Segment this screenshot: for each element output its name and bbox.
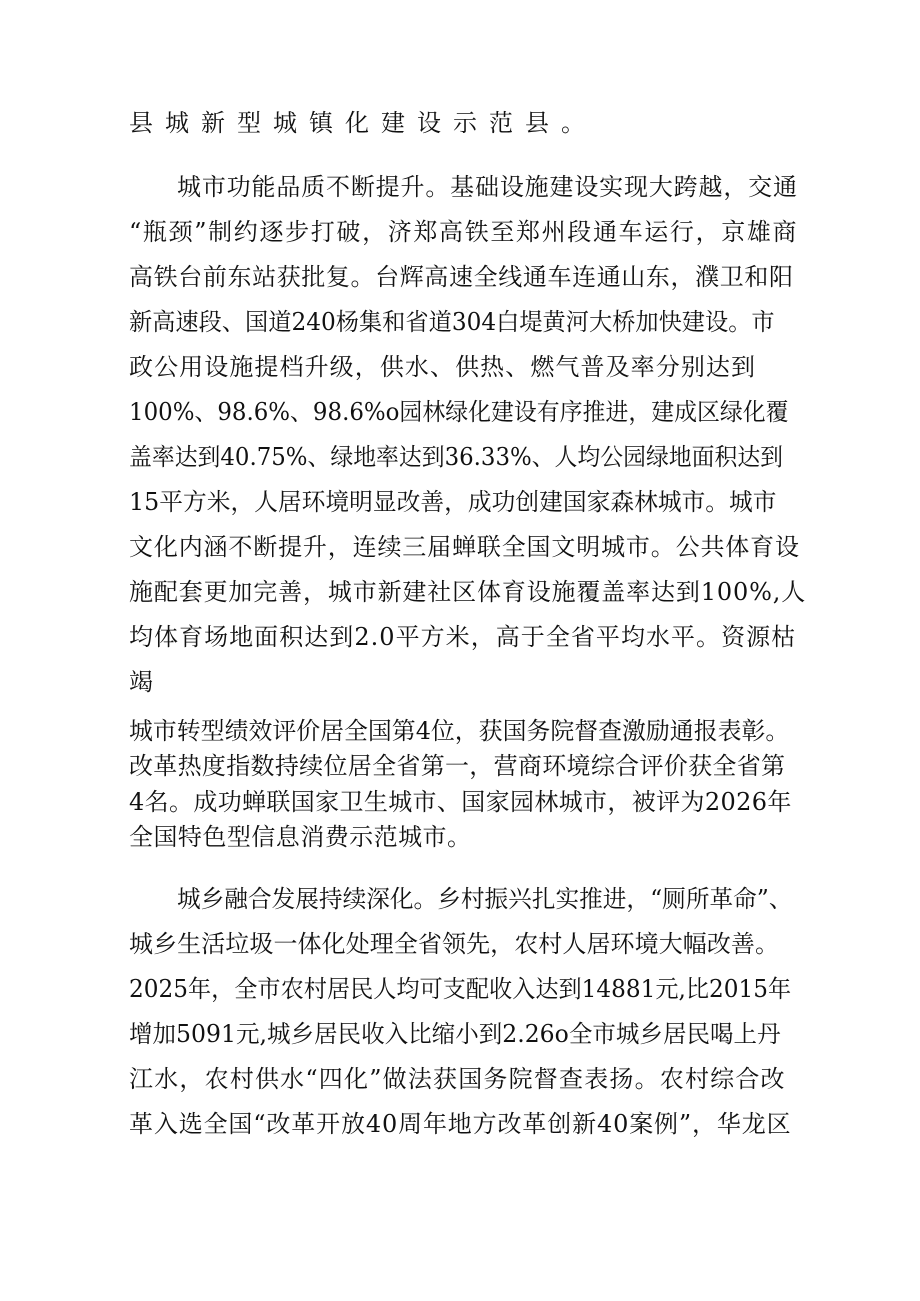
text-line: 15平方米，人居环境明显改善，成功创建国家森林城市。城市 <box>129 488 777 516</box>
text-line: 城乡生活垃圾一体化处理全省领先，农村人居环境大幅改善。 <box>129 930 780 958</box>
paragraph-first-line: 城市功能品质不断提升。基础设施建设实现大跨越，交通 <box>177 173 798 201</box>
text-line: “瓶颈”制约逐步打破，济郑高铁至郑州段通车运行，京雄商 <box>129 218 799 246</box>
text-line: 100%、98.6%、98.6%o园林绿化建设有序推进，建成区绿化覆 <box>129 398 789 426</box>
text-line: 政公用设施提档升级，供水、供热、燃气普及率分别达到 <box>129 353 757 381</box>
text-line: 全国特色型信息消费示范城市。 <box>129 823 472 851</box>
text-line: 县城新型城镇化建设示范县。 <box>129 109 597 137</box>
text-line: 城市转型绩效评价居全国第4位，获国务院督查激励通报表彰。 <box>129 717 790 745</box>
text-line: 4名。成功蝉联国家卫生城市、国家园林城市，被评为2026年 <box>129 788 792 816</box>
paragraph-first-line: 城乡融合发展持续深化。乡村振兴扎实推进，“厕所革命”、 <box>177 885 793 913</box>
text-line: 改革热度指数持续位居全省第一，营商环境综合评价获全省第 <box>129 752 786 780</box>
text-line: 革入选全国“改革开放40周年地方改革创新40案例”，华龙区 <box>129 1110 792 1138</box>
text-line: 均体育场地面积达到2.0平方米，高于全省平均水平。资源枯 <box>129 623 797 651</box>
text-line: 增加5091元,城乡居民收入比缩小到2.26o全市城乡居民喝上丹 <box>129 1020 781 1048</box>
text-line: 施配套更加完善，城市新建社区体育设施覆盖率达到100%,人 <box>129 578 807 606</box>
text-line: 盖率达到40.75%、绿地率达到36.33%、人均公园绿地面积达到 <box>129 443 784 471</box>
text-line: 高铁台前东站获批复。台辉高速全线通车连通山东，濮卫和阳 <box>129 263 794 291</box>
text-line: 新高速段、国道240杨集和省道304白堤黄河大桥加快建设。市 <box>129 308 775 336</box>
text-line: 竭 <box>129 668 153 696</box>
text-line: 江水，农村供水“四化”做法获国务院督查表扬。农村综合改 <box>129 1065 786 1093</box>
text-line: 文化内涵不断提升，连续三届蝉联全国文明城市。公共体育设 <box>129 533 800 561</box>
text-line: 2025年，全市农村居民人均可支配收入达到14881元,比2015年 <box>129 975 792 1003</box>
